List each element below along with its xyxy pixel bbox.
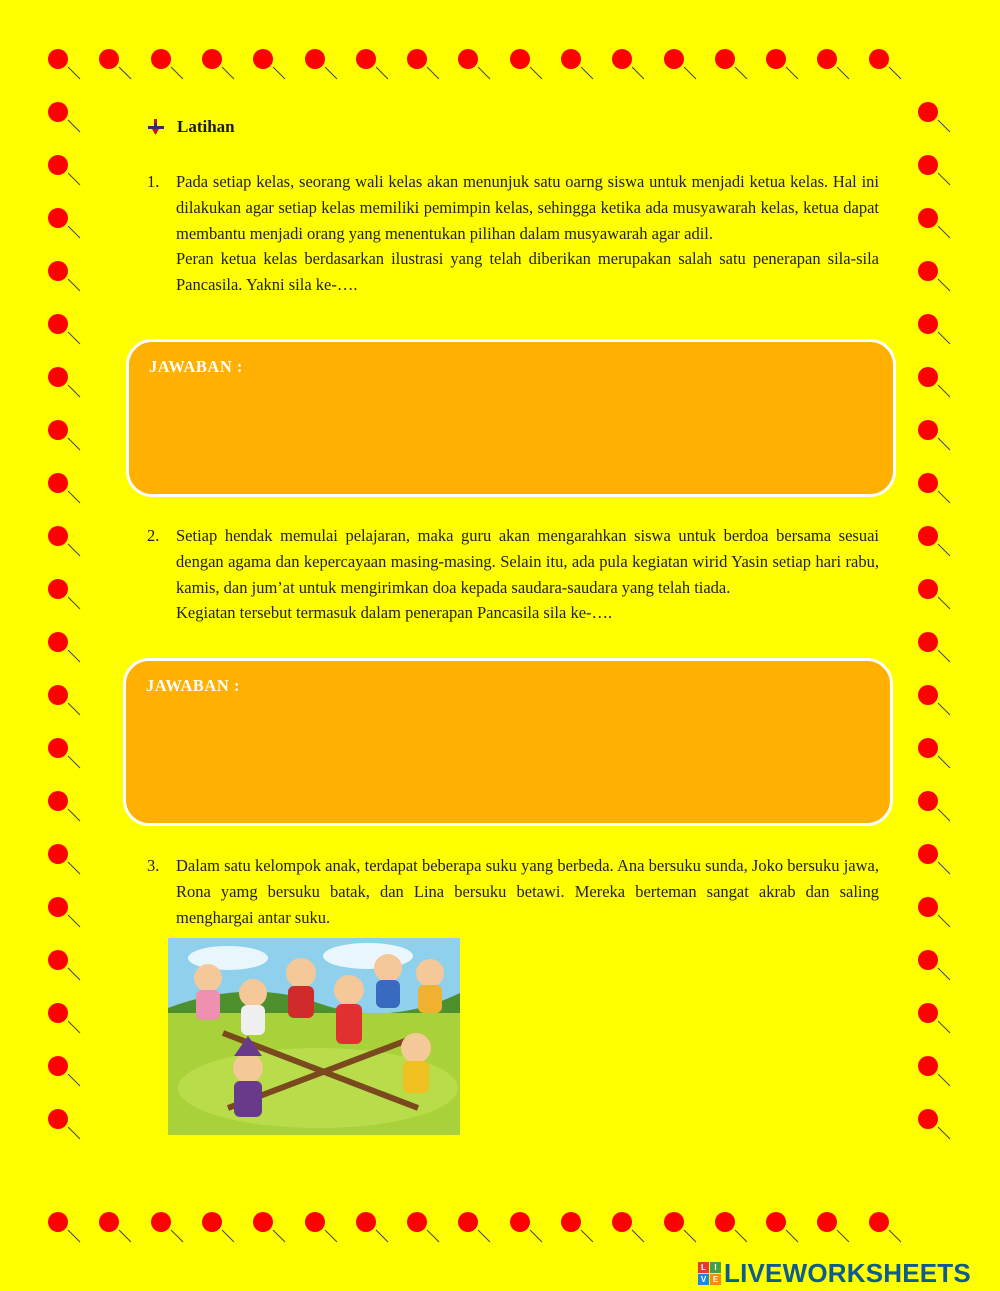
question-number: 3. <box>147 856 160 875</box>
border-dot <box>817 49 849 79</box>
question-number: 1. <box>147 172 160 191</box>
border-dot <box>869 49 901 79</box>
border-dot <box>407 49 439 79</box>
border-dot <box>151 1212 183 1242</box>
border-dot <box>151 49 183 79</box>
question-1 <box>147 169 879 298</box>
border-dot <box>918 155 950 185</box>
question-text: Dalam satu kelompok anak, terdapat beberapa suku yang berbeda. Ana bersuku sunda, Joko bersuku jawa, Rona yamg bersuku batak, dan Lina bersuku betawi. Mereka berteman sangat akrab dan saling menghargai antar suku. <box>176 856 879 927</box>
children-playing-illustration <box>168 938 460 1135</box>
border-dot <box>918 1109 950 1139</box>
border-dot <box>766 1212 798 1242</box>
border-dot <box>918 579 950 609</box>
answer-box-1[interactable] <box>126 339 896 497</box>
border-dot <box>918 208 950 238</box>
border-dot <box>918 1003 950 1033</box>
logo-mark: L I V E <box>698 1262 721 1285</box>
border-dot <box>356 49 388 79</box>
question-text: Setiap hendak memulai pelajaran, maka guru akan mengarahkan siswa untuk berdoa bersama sesuai dengan agama dan kepercayaan masing-masing. Selain itu, ada pula kegiatan wirid Yasin setiap hari rabu, kamis, dan jum’at untuk mengirimkan doa kepada saudara-saudara yang telah tiada. <box>176 526 879 597</box>
answer-input-2[interactable] <box>146 705 870 807</box>
border-dot <box>918 420 950 450</box>
border-dot <box>715 1212 747 1242</box>
border-dot <box>664 49 696 79</box>
border-dot <box>253 49 285 79</box>
border-dot <box>918 950 950 980</box>
border-dot <box>458 1212 490 1242</box>
border-dot <box>817 1212 849 1242</box>
border-dot <box>202 1212 234 1242</box>
border-dot <box>48 526 80 556</box>
border-dot <box>48 1212 80 1242</box>
answer-label: JAWABAN : <box>146 676 240 695</box>
arrow-plus-bullet-icon <box>147 118 165 136</box>
border-dot <box>612 49 644 79</box>
border-dot <box>407 1212 439 1242</box>
border-dot <box>48 367 80 397</box>
border-dot <box>918 791 950 821</box>
border-dot <box>715 49 747 79</box>
liveworksheets-logo <box>698 1258 971 1289</box>
border-dot <box>561 49 593 79</box>
answer-input-1[interactable] <box>149 386 873 478</box>
question-prompt: Peran ketua kelas berdasarkan ilustrasi yang telah diberikan merupakan salah satu penerapan sila-sila Pancasila. Yakni sila ke-…. <box>176 249 879 295</box>
border-dot <box>869 1212 901 1242</box>
border-dot <box>458 49 490 79</box>
border-dot <box>99 49 131 79</box>
border-dot <box>918 102 950 132</box>
border-dot <box>202 49 234 79</box>
answer-label: JAWABAN : <box>149 357 243 376</box>
border-dot <box>48 49 80 79</box>
border-dot <box>918 1056 950 1086</box>
border-dot <box>48 208 80 238</box>
border-dot <box>561 1212 593 1242</box>
border-dot <box>918 632 950 662</box>
answer-box-2[interactable] <box>123 658 893 826</box>
border-dot <box>48 314 80 344</box>
border-dot <box>612 1212 644 1242</box>
border-dot <box>48 844 80 874</box>
border-dot <box>48 420 80 450</box>
border-dot <box>48 261 80 291</box>
border-dot <box>510 49 542 79</box>
border-dot <box>918 473 950 503</box>
border-dot <box>918 897 950 927</box>
question-text: Pada setiap kelas, seorang wali kelas akan menunjuk satu oarng siswa untuk menjadi ketua kelas. Hal ini dilakukan agar setiap kelas memiliki pemimpin kelas, sehingga ketika ada musyawarah kelas, ketua dapat membantu menjadi orang yang menentukan pilihan dalam musyawarah agar adil. <box>176 172 879 243</box>
border-dot <box>918 844 950 874</box>
border-dot <box>48 897 80 927</box>
border-dot <box>48 473 80 503</box>
border-dot <box>766 49 798 79</box>
border-dot <box>48 579 80 609</box>
border-dot <box>510 1212 542 1242</box>
border-dot <box>918 685 950 715</box>
question-2 <box>147 523 879 626</box>
border-dot <box>48 791 80 821</box>
question-number: 2. <box>147 526 160 545</box>
border-dot <box>48 685 80 715</box>
border-dot <box>664 1212 696 1242</box>
border-dot <box>48 950 80 980</box>
border-dot <box>918 261 950 291</box>
border-dot <box>48 738 80 768</box>
border-dot <box>918 738 950 768</box>
border-dot <box>99 1212 131 1242</box>
section-heading <box>147 117 235 137</box>
border-dot <box>48 1056 80 1086</box>
border-dot <box>918 367 950 397</box>
heading-text: Latihan <box>177 117 235 136</box>
border-dot <box>918 314 950 344</box>
question-prompt: Kegiatan tersebut termasuk dalam penerapan Pancasila sila ke-…. <box>176 603 613 623</box>
border-dot <box>305 1212 337 1242</box>
border-dot <box>48 632 80 662</box>
border-dot <box>356 1212 388 1242</box>
question-3 <box>147 853 879 930</box>
border-dot <box>48 1003 80 1033</box>
border-dot <box>918 526 950 556</box>
border-dot <box>305 49 337 79</box>
border-dot <box>48 102 80 132</box>
border-dot <box>48 1109 80 1139</box>
border-dot <box>253 1212 285 1242</box>
border-dot <box>48 155 80 185</box>
logo-word: LIVEWORKSHEETS <box>724 1258 971 1288</box>
